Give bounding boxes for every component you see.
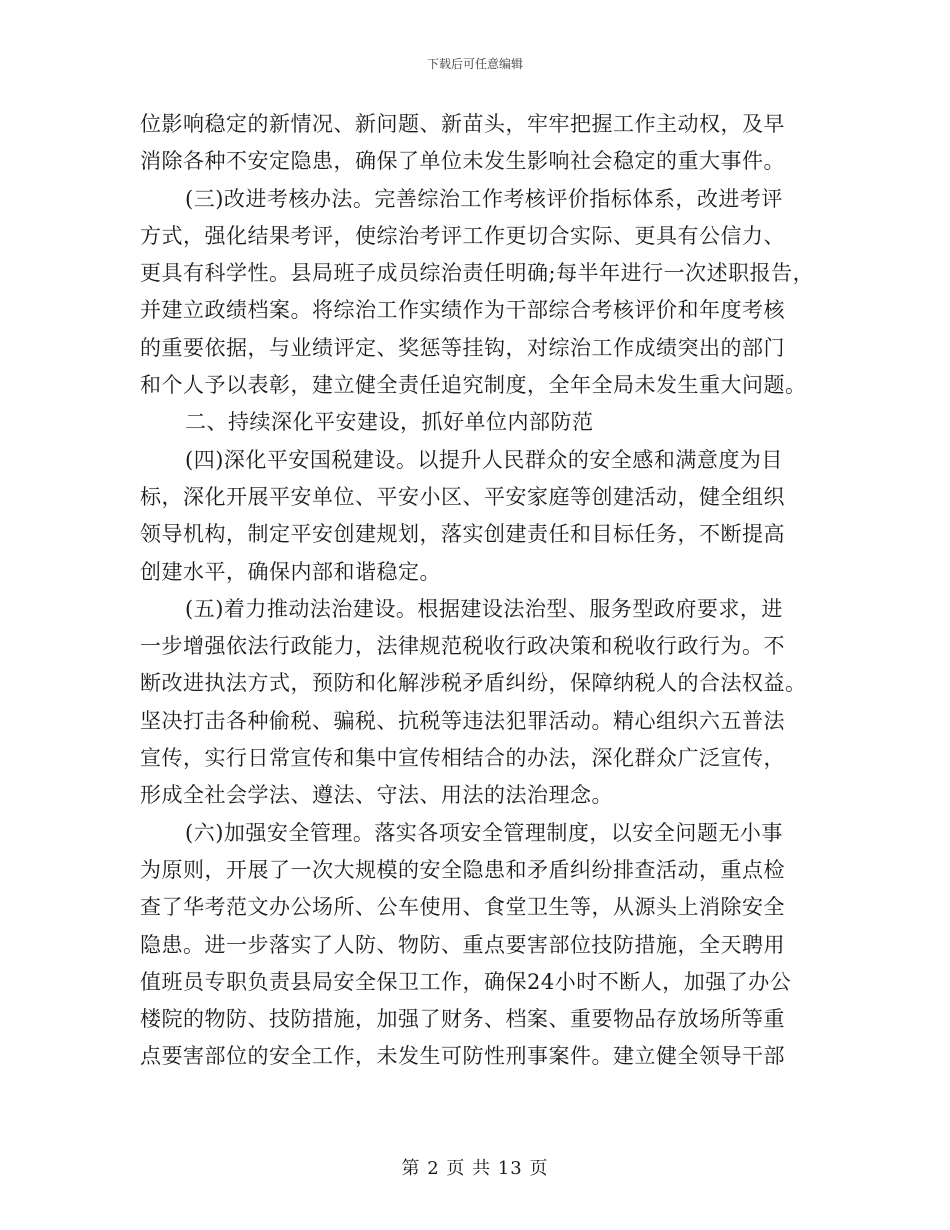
- text-line: 标，深化开展平安单位、平安小区、平安家庭等创建活动，健全组织: [140, 484, 785, 509]
- text-line: (六)加强安全管理。落实各项安全管理制度，以安全问题无小事: [185, 820, 783, 845]
- text-line: 楼院的物防、技防措施，加强了财务、档案、重要物品存放场所等重: [140, 1007, 785, 1032]
- document-body: [140, 106, 825, 1076]
- text-line: 为原则，开展了一次大规模的安全隐患和矛盾纠纷排查活动，重点检: [140, 857, 785, 882]
- text-line: (三)改进考核办法。完善综治工作考核评价指标体系，改进考评: [185, 186, 783, 211]
- text-line: 并建立政绩档案。将综治工作实绩作为干部综合考核评价和年度考核: [140, 298, 785, 323]
- text-line: 坚决打击各种偷税、骗税、抗税等违法犯罪活动。精心组织六五普法: [140, 708, 785, 733]
- text-line: 的重要依据，与业绩评定、奖惩等挂钩，对综治工作成绩突出的部门: [140, 335, 785, 360]
- text-line: (四)深化平安国税建设。以提升人民群众的安全感和满意度为目: [185, 447, 783, 472]
- text-line: 点要害部位的安全工作，未发生可防性刑事案件。建立健全领导干部: [140, 1044, 785, 1069]
- text-line: 值班员专职负责县局安全保卫工作，确保24小时不断人，加强了办公: [140, 969, 792, 994]
- paragraph: [140, 106, 825, 181]
- text-line: 隐患。进一步落实了人防、物防、重点要害部位技防措施，全天聘用: [140, 932, 785, 957]
- text-line: 更具有科学性。县局班子成员综治责任明确;每半年进行一次述职报告，: [140, 261, 815, 286]
- section-heading: [140, 404, 825, 441]
- text-line: 创建水平，确保内部和谐稳定。: [140, 559, 441, 584]
- paragraph: [140, 815, 825, 1076]
- text-line: 方式，强化结果考评，使综治考评工作更切合实际、更具有公信力、: [140, 223, 785, 248]
- paragraph: [140, 442, 825, 591]
- text-line: 和个人予以表彰，建立健全责任追究制度，全年全局未发生重大问题。: [140, 373, 807, 398]
- text-line: 形成全社会学法、遵法、守法、用法的法治理念。: [140, 783, 613, 808]
- text-line: 一步增强依法行政能力，法律规范税收行政决策和税收行政行为。不: [140, 634, 785, 659]
- text-line: 二、持续深化平安建设，抓好单位内部防范: [185, 410, 594, 435]
- page-footer: 第 2 页 共 13 页: [401, 1158, 549, 1179]
- text-line: 查了华考范文办公场所、公车使用、食堂卫生等，从源头上消除安全: [140, 895, 785, 920]
- paragraph: [140, 181, 825, 405]
- text-line: (五)着力推动法治建设。根据建设法治型、服务型政府要求，进: [185, 596, 783, 621]
- text-line: 断改进执法方式，预防和化解涉税矛盾纠纷，保障纳税人的合法权益。: [140, 671, 807, 696]
- paragraph: [140, 591, 825, 815]
- text-line: 领导机构，制定平安创建规划，落实创建责任和目标任务，不断提高: [140, 522, 785, 547]
- text-line: 消除各种不安定隐患，确保了单位未发生影响社会稳定的重大事件。: [140, 149, 785, 174]
- text-line: 宣传，实行日常宣传和集中宣传相结合的办法，深化群众广泛宣传，: [140, 746, 785, 771]
- text-line: 位影响稳定的新情况、新问题、新苗头，牢牢把握工作主动权，及早: [140, 112, 785, 136]
- header-note: 下载后可任意编辑: [426, 57, 523, 71]
